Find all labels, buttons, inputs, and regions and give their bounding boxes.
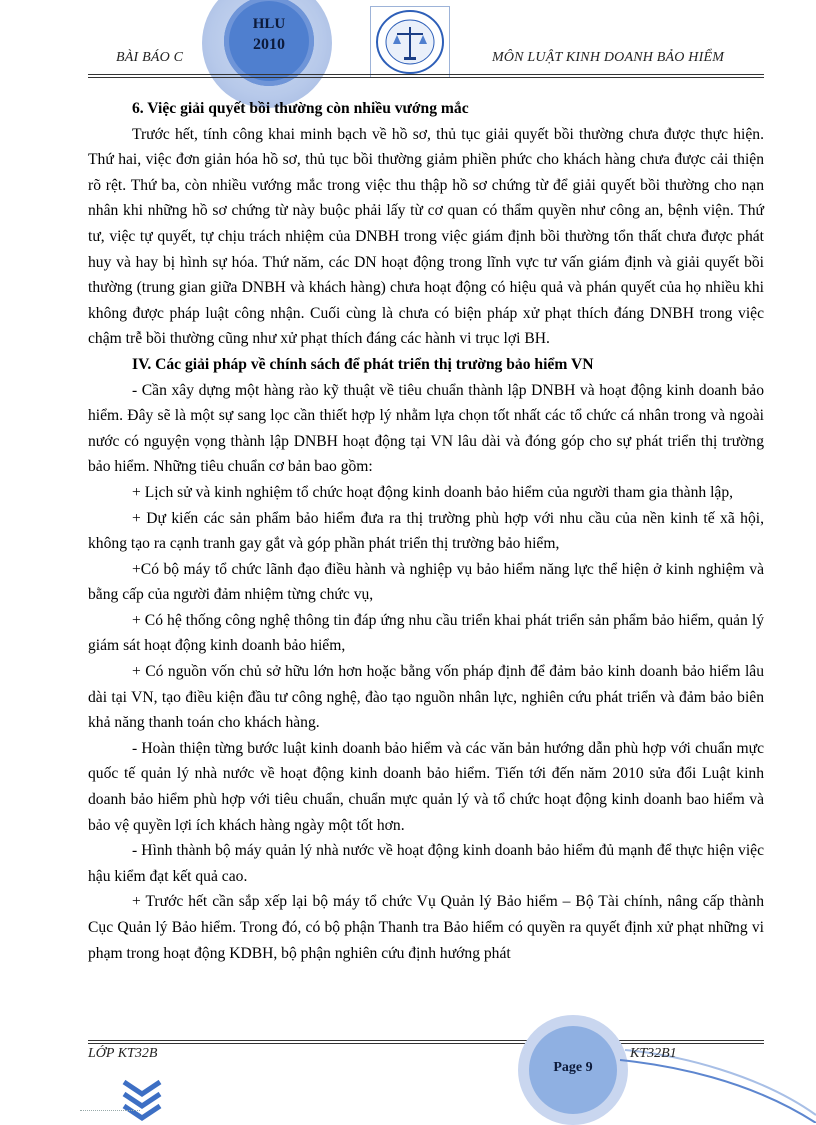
page-number: Page 9 bbox=[553, 1060, 593, 1075]
paragraph-law-improvement: - Hoàn thiện từng bước luật kinh doanh bảo hiểm và các văn bản hướng dẫn phù hợp với chuẩn mực quốc tế quản lý nhà nước về hoạt động kinh doanh bảo hiểm. Tiến tới đến năm 2010 sửa đổi Luật kinh doanh bảo hiểm phù hợp với tiêu chuẩn, chuẩn mực quản lý và tổ chức hoạt động kinh doanh bao hiểm và bảo vệ quyền lợi ích khách hàng ngày một tốt hơn. bbox=[88, 739, 764, 834]
scales-of-justice-icon bbox=[371, 7, 449, 77]
header-right-title: MÔN LUẬT KINH DOANH BẢO HIỂM bbox=[492, 50, 725, 65]
paragraph-reorganize-department: + Trước hết cần sắp xếp lại bộ máy tổ chức Vụ Quản lý Bảo hiểm – Bộ Tài chính, nâng cấp thành Cục Quản lý Bảo hiểm. Trong đó, có bộ phận Thanh tra Bảo hiểm có quyền ra quyết định xử phạt những vi phạm trong hoạt động KDBH, bộ phận nghiên cứu định hướng phát bbox=[88, 893, 764, 962]
badge-label-hlu: HLU bbox=[252, 16, 286, 32]
double-chevron-down-icon bbox=[120, 1078, 164, 1123]
heading-section-6: 6. Việc giải quyết bồi thường còn nhiều vướng mắc bbox=[132, 100, 469, 117]
paragraph-criteria-it-system: + Có hệ thống công nghệ thông tin đáp ứng nhu cầu triển khai phát triển sản phẩm bảo hiểm, quản lý giám sát hoạt động kinh doanh bảo hiểm, bbox=[88, 611, 764, 655]
paragraph-claims-issues: Trước hết, tính công khai minh bạch về hồ sơ, thủ tục giải quyết bồi thường chưa được thực hiện. Thứ hai, việc đơn giản hóa hồ sơ, thủ tục bồi thường giảm phiền phức cho khách hàng chưa được cải thiện rõ rệt. Thứ ba, còn nhiều vướng mắc trong việc thu thập hồ sơ chứng từ để giải quyết bồi thường cho nạn nhân khi những hồ sơ chứng từ này buộc phải lấy từ cơ quan có thẩm quyền như công an, bệnh viện. Thứ tư, việc tự quyết, tự chịu trách nhiệm của DNBH trong việc giám định bồi thường tổn thất chưa được phát huy và hay bị hình sự hóa. Thứ năm, các DN hoạt động trong lĩnh vực tư vấn giám định và giải quyết bồi thường (trung gian giữa DNBH và khách hàng) chưa hoạt động có hiệu quả và phán quyết của họ nhiều khi không được pháp luật công nhận. Cuối cùng là chưa có biện pháp xử phạt thích đáng DNBH trong việc chậm trễ bồi thường cũng như xử phạt thích đáng các hành vi trục lợi BH. bbox=[88, 125, 764, 348]
paragraph-criteria-history: + Lịch sử và kinh nghiệm tổ chức hoạt động kinh doanh bảo hiểm của người tham gia thành lập, bbox=[132, 483, 734, 501]
header-divider bbox=[88, 74, 764, 75]
footer-class-label: LỚP KT32B bbox=[88, 1046, 158, 1061]
document-body bbox=[88, 96, 764, 966]
paragraph-state-management: - Hình thành bộ máy quản lý nhà nước về hoạt động kinh doanh bảo hiểm đủ mạnh để thực hiện việc hậu kiểm đạt kết quả cao. bbox=[88, 842, 764, 885]
paragraph-criteria-products: + Dự kiến các sản phẩm bảo hiểm đưa ra thị trường phù hợp với nhu cầu của nền kinh tế xã hội, không tạo ra cạnh tranh gay gắt và góp phần phát triển thị trường bảo hiểm, bbox=[88, 509, 764, 553]
footer-group-label: KT32B1 bbox=[630, 1046, 677, 1061]
header-left-title: BÀI BÁO C bbox=[116, 50, 184, 65]
university-logo bbox=[370, 6, 450, 78]
paragraph-criteria-capital: + Có nguồn vốn chủ sở hữu lớn hơn hoặc bằng vốn pháp định để đảm bảo kinh doanh bảo hiểm lâu dài tại VN, tạo điều kiện đầu tư công nghệ, đào tạo nguồn nhân lực, nghiên cứu phát triển và đảm bảo biên khả năng thanh toán cho khách hàng. bbox=[88, 663, 764, 732]
decorative-swoosh bbox=[600, 1020, 816, 1123]
header-divider-2 bbox=[88, 77, 764, 78]
badge-label-year: 2010 bbox=[253, 36, 285, 53]
paragraph-technical-barrier: - Cần xây dựng một hàng rào kỹ thuật về tiêu chuẩn thành lập DNBH và hoạt động kinh doanh bảo hiểm. Đây sẽ là một sự sang lọc cần thiết hợp lý nhằm lựa chọn tốt nhất các tổ chức cá nhân trong và ngoài nước có nguyện vọng thành lập DNBH hoạt động tại VN lâu dài và đóng góp cho sự phát triển thị trường bảo hiểm. Những tiêu chuẩn cơ bản bao gồm: bbox=[88, 381, 764, 476]
footer-dotted-line bbox=[80, 1110, 140, 1111]
heading-section-IV: IV. Các giải pháp về chính sách để phát triển thị trường bảo hiểm VN bbox=[132, 355, 594, 373]
paragraph-criteria-organization: +Có bộ máy tổ chức lãnh đạo điều hành và nghiệp vụ bảo hiểm năng lực thể hiện ở kinh nghiệm và bằng cấp của người đảm nhiệm từng chức vụ, bbox=[88, 560, 764, 604]
